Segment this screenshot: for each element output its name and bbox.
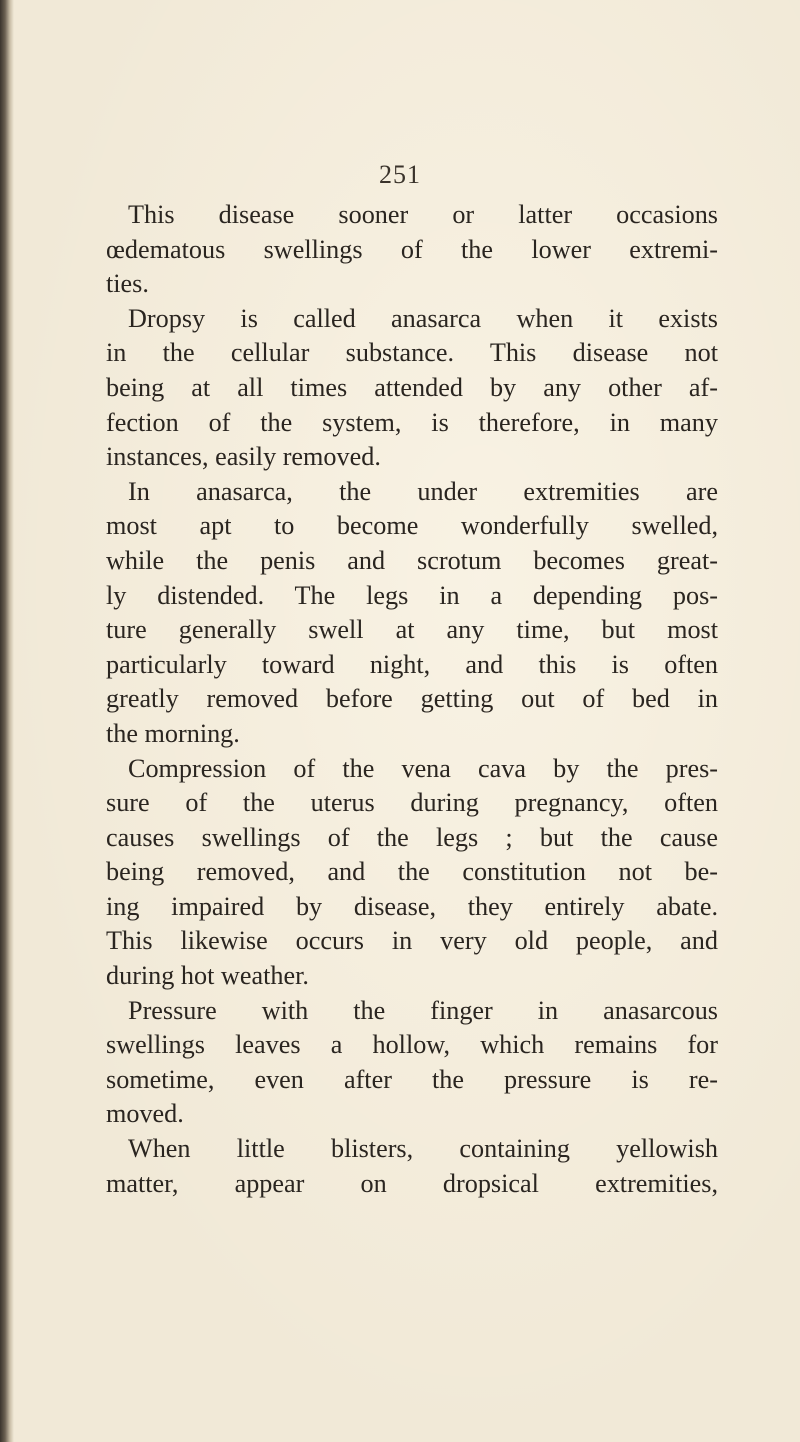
body-text — [106, 198, 718, 1201]
text-line: greatly removed before getting out of bed in — [106, 684, 718, 714]
text-line: This likewise occurs in very old people, and — [106, 926, 718, 956]
text-line: in the cellular substance. This disease not — [106, 338, 718, 368]
text-line: instances, easily removed. — [106, 442, 381, 472]
text-line: the morning. — [106, 718, 240, 748]
text-line: moved. — [106, 1099, 184, 1129]
text-line: This disease sooner or latter occasions — [128, 200, 718, 229]
text-line: Pressure with the finger in anasarcous — [128, 995, 718, 1025]
text-line: most apt to become wonderfully swelled, — [106, 511, 718, 541]
text-line: ing impaired by disease, they entirely abate. — [106, 891, 718, 921]
text-line: while the penis and scrotum becomes great- — [106, 545, 718, 575]
text-line: being at all times attended by any other af- — [106, 372, 718, 402]
text-line: ties. — [106, 269, 149, 299]
text-line: ly distended. The legs in a depending pos- — [106, 580, 718, 610]
text-line: matter, appear on dropsical extremities, — [106, 1168, 718, 1198]
text-line: being removed, and the constitution not be- — [106, 857, 718, 887]
text-line: particularly toward night, and this is often — [106, 649, 718, 679]
text-line: œdematous swellings of the lower extremi- — [106, 234, 718, 264]
text-line: during hot weather. — [106, 961, 309, 991]
text-line: sometime, even after the pressure is re- — [106, 1064, 718, 1094]
text-line: swellings leaves a hollow, which remains for — [106, 1030, 718, 1060]
text-line: ture generally swell at any time, but most — [106, 615, 718, 645]
text-line: Dropsy is called anasarca when it exists — [128, 303, 718, 333]
text-line: sure of the uterus during pregnancy, often — [106, 788, 718, 818]
binding-gutter — [0, 0, 14, 1442]
text-line: causes swellings of the legs ; but the cause — [106, 822, 718, 852]
text-line: fection of the system, is therefore, in many — [106, 407, 718, 437]
text-line: Compression of the vena cava by the pres- — [128, 753, 718, 783]
page-number: 251 — [379, 160, 421, 189]
text-line: In anasarca, the under extremities are — [128, 476, 718, 506]
text-line: When little blisters, containing yellowish — [128, 1134, 718, 1164]
